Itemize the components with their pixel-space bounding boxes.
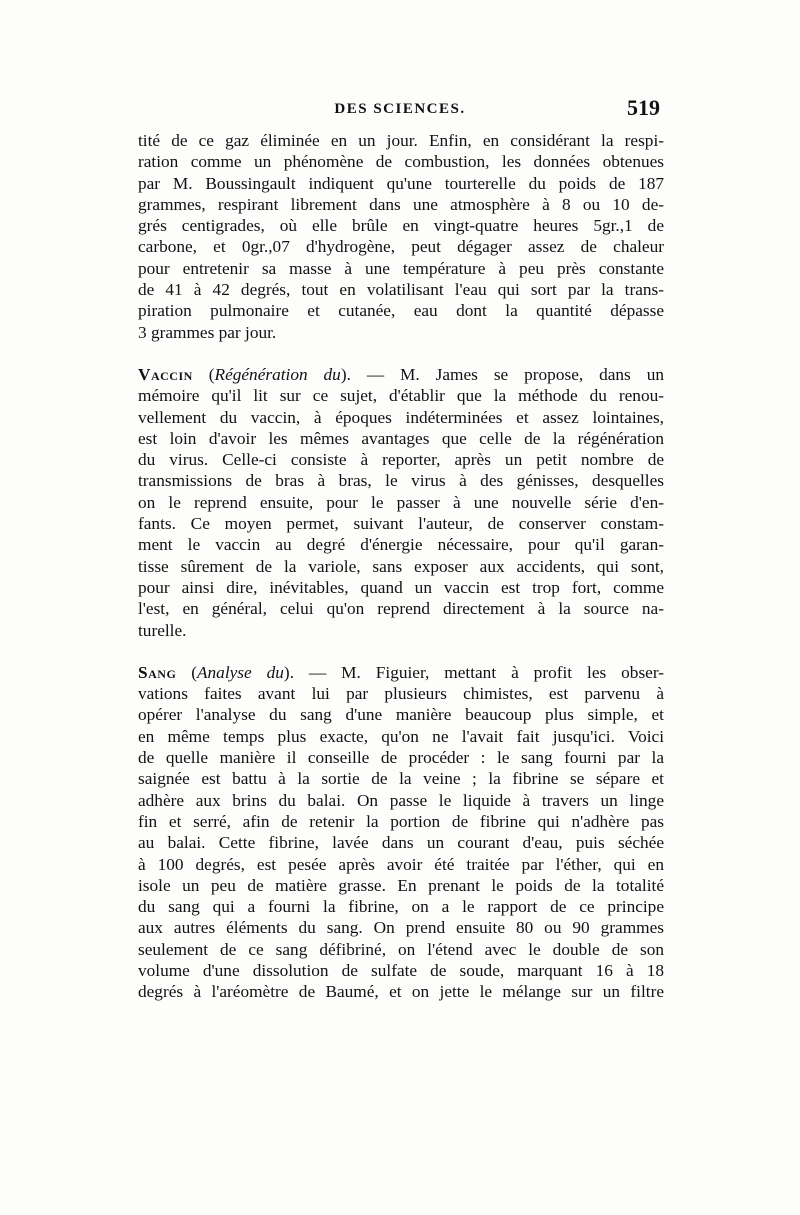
line-rest: . — M. Figuier, mettant à profit les obser- [289, 662, 665, 682]
text-line: carbone, et 0gr.,07 d'hydrogène, peut dégager assez de chaleur [138, 237, 664, 257]
text-line: à 100 degrés, est pesée après avoir été traitée par l'éther, qui en [138, 854, 664, 874]
text-line: du virus. Celle-ci consiste à reporter, après un petit nombre de [138, 450, 664, 470]
text-line: tité de ce gaz éliminée en un jour. Enfin, en considérant la respi- [138, 131, 664, 150]
running-head: DES SCIENCES. [334, 101, 466, 117]
text-line: l'est, en général, celui qu'on reprend directement à la source na- [138, 599, 664, 619]
text-line: ration comme un phénomène de combustion, les données obtenues [138, 152, 664, 172]
text-line: est loin d'avoir les mêmes avantages que celle de la régénération [138, 428, 664, 448]
section-head: Sang [138, 662, 177, 682]
paragraph-vaccin [138, 364, 664, 641]
page-number: 519 [627, 95, 660, 120]
section-subject: Analyse du [196, 662, 284, 682]
text-line: grammes, respirant librement dans une atmosphère à 8 ou 10 de- [138, 194, 664, 214]
text-line: transmissions de bras à bras, le virus à des génisses, desquelles [138, 471, 664, 491]
text-line: adhère aux brins du balai. On passe le liquide à travers un linge [138, 790, 664, 810]
text-line: grés centigrades, où elle brûle en vingt-quatre heures 5gr.,1 de [138, 216, 664, 236]
body-text [138, 130, 664, 1003]
text-line: pour ainsi dire, inévitables, quand un vaccin est trop fort, comme [138, 577, 664, 597]
text-line: seulement de ce sang défibriné, on l'étend avec le double de son [138, 939, 664, 959]
text-line: volume d'une dissolution de sulfate de soude, marquant 16 à 18 [138, 960, 664, 980]
text-line: en même temps plus exacte, qu'on ne l'avait fait jusqu'ici. Voici [138, 726, 664, 746]
text-line: de quelle manière il conseille de procéder : le sang fourni par la [138, 748, 664, 768]
text-line: saignée est battu à la sortie de la veine ; la fibrine se sépare et [138, 769, 664, 789]
text-line: ment le vaccin au degré d'énergie nécessaire, pour qu'il garan- [138, 535, 664, 555]
text-line: opérer l'analyse du sang d'une manière beaucoup plus simple, et [138, 705, 664, 725]
text-line: de 41 à 42 degrés, tout en volatilisant l'eau qui sort par la trans- [138, 280, 664, 300]
text-line-first: Vaccin (Régénération du). — M. James se propose, dans un [138, 364, 664, 384]
page-header [140, 95, 660, 123]
paragraph-respiration [138, 130, 664, 343]
section-subject: Régénération du [214, 364, 341, 384]
text-line: fin et serré, afin de retenir la portion de fibrine qui n'adhère pas [138, 811, 664, 831]
text-line: vations faites avant lui par plusieurs chimistes, est parvenu à [138, 684, 664, 704]
text-line-first: Sang (Analyse du). — M. Figuier, mettant à profit les obser- [138, 662, 665, 682]
text-line: tisse sûrement de la variole, sans exposer aux accidents, qui sont, [138, 556, 664, 576]
text-line: fants. Ce moyen permet, suivant l'auteur, de conserver constam- [138, 514, 664, 534]
text-line: vellement du vaccin, à époques indéterminées et assez lointaines, [138, 407, 664, 427]
text-line: pour entretenir sa masse à une température à peu près constante [138, 258, 664, 278]
text-line: piration pulmonaire et cutanée, eau dont la quantité dépasse [138, 301, 664, 321]
line-rest: . — M. James se propose, dans un [346, 364, 664, 384]
paragraph-sang [138, 662, 664, 1003]
section-head: Vaccin [138, 364, 193, 384]
text-line: au balai. Cette fibrine, lavée dans un courant d'eau, puis séchée [138, 833, 664, 853]
text-line: on le reprend ensuite, pour le passer à une nouvelle série d'en- [138, 492, 664, 512]
text-line: turelle. [138, 620, 187, 640]
text-line: mémoire qu'il lit sur ce sujet, d'établir que la méthode du renou- [138, 386, 664, 406]
text-line: 3 grammes par jour. [138, 322, 277, 342]
text-line: degrés à l'aréomètre de Baumé, et on jette le mélange sur un filtre [138, 982, 664, 1002]
text-line: isole un peu de matière grasse. En prenant le poids de la totalité [138, 875, 664, 895]
text-line: aux autres éléments du sang. On prend ensuite 80 ou 90 grammes [138, 918, 664, 938]
text-line: du sang qui a fourni la fibrine, on a le rapport de ce principe [138, 897, 664, 917]
text-line: par M. Boussingault indiquent qu'une tourterelle du poids de 187 [138, 173, 664, 193]
